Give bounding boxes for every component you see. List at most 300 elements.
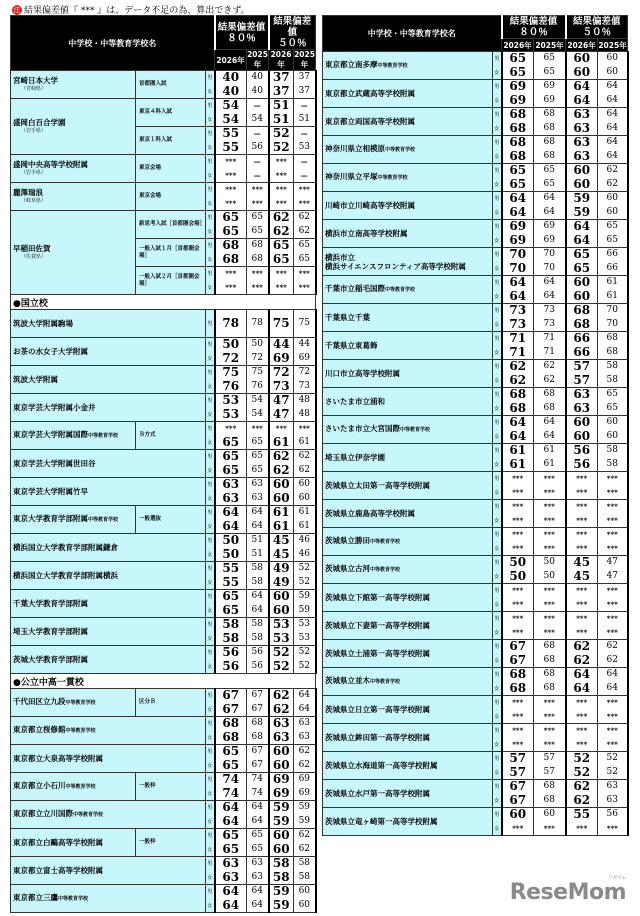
score-2025: 64 <box>247 899 269 913</box>
female-label: 女 <box>206 787 215 801</box>
school-type-suffix: 中等教育学校 <box>400 427 431 433</box>
score-2025: 64 <box>534 206 566 220</box>
score-2026: 64 <box>502 430 534 444</box>
school-name-text: 東京都立武蔵高等学校附属 <box>325 89 415 98</box>
school-name <box>323 584 493 612</box>
female-label: 女 <box>493 486 502 500</box>
score-2025: 64 <box>534 192 566 206</box>
score-2025: 67 <box>247 745 269 759</box>
male-label: 男 <box>206 71 215 85</box>
male-label: 男 <box>206 773 215 787</box>
score-2025: 59 <box>294 604 316 618</box>
score-2025: 64 <box>247 885 269 899</box>
score-2025: 54 <box>247 394 269 408</box>
score-2026: *** <box>566 500 598 514</box>
score-2025: 63 <box>247 871 269 885</box>
resemom-logo: リセマム ReseMom <box>509 875 626 905</box>
year-header: 2026年 <box>567 40 596 50</box>
score-2026: 60 <box>566 66 598 80</box>
school-name-text: さいたま市立浦和 <box>325 397 385 406</box>
score-2026: 65 <box>215 604 247 618</box>
school-name-text: 千代田区立九段 <box>13 697 66 706</box>
exam-type: 一般枠 <box>136 773 206 801</box>
school-name-text: 千葉市立稲毛国際 <box>325 284 385 293</box>
score-2026: *** <box>269 422 294 436</box>
score-2026: 68 <box>502 388 534 402</box>
score-2026: 60 <box>566 178 598 192</box>
score-2025: *** <box>247 197 269 211</box>
school-name <box>323 752 493 780</box>
prefecture-label: （岩手県） <box>21 127 47 134</box>
score-2025: 65 <box>294 239 316 253</box>
score-2026: 68 <box>502 108 534 122</box>
female-label: 女 <box>206 281 215 295</box>
female-label: 女 <box>493 66 502 80</box>
score-2025: 64 <box>247 604 269 618</box>
school-name-text: 東京都立南多摩 <box>325 60 378 69</box>
score-2026: 60 <box>269 843 294 857</box>
section-heading: ●国立校 <box>11 295 316 310</box>
table-row <box>323 52 628 66</box>
year-header: 2025年 <box>598 40 627 50</box>
score-2026: 65 <box>269 239 294 253</box>
score-2025: 65 <box>598 402 628 416</box>
female-label: 女 <box>206 871 215 885</box>
table-row <box>11 71 316 85</box>
table-row <box>323 752 628 766</box>
school-name-text: 茨城県立並木 <box>325 676 370 685</box>
score-2025: 58 <box>294 857 316 871</box>
score-2026: 62 <box>566 654 598 668</box>
school-name-text: 千葉県立千葉 <box>325 313 370 322</box>
school-type-suffix: 中等教育学校 <box>65 784 96 790</box>
table-row <box>11 422 316 436</box>
score-2026: 73 <box>502 304 534 318</box>
score-2025: *** <box>247 281 269 295</box>
score-2025: 65 <box>294 253 316 267</box>
male-label: 男 <box>493 556 502 570</box>
score-2026: 54 <box>215 99 247 113</box>
score-2025: 68 <box>534 388 566 402</box>
score-2025: 58 <box>598 374 628 388</box>
group-80-header: 結果偏差値 ８０％ <box>502 16 566 39</box>
score-2025: 64 <box>598 150 628 164</box>
male-label: 男 <box>206 366 215 380</box>
score-2026: 62 <box>566 780 598 794</box>
school-name <box>323 444 493 472</box>
school-name-text: 茨城県立太田第一高等学校附属 <box>325 481 430 490</box>
school-name-text: 茨城県立竜ヶ崎第一高等学校附属 <box>325 817 438 826</box>
female-label: 女 <box>206 436 215 450</box>
score-2026: 52 <box>269 646 294 660</box>
male-label: 男 <box>206 618 215 632</box>
male-label: 男 <box>206 422 215 436</box>
score-2026: 66 <box>566 346 598 360</box>
male-label: 男 <box>206 590 215 604</box>
score-2025: *** <box>598 584 628 598</box>
score-2026: *** <box>566 612 598 626</box>
score-2026: *** <box>502 598 534 612</box>
score-2025: — <box>247 127 269 141</box>
school-name-text: 東京都立桜修館 <box>13 725 66 734</box>
score-2026: 64 <box>566 668 598 682</box>
score-2026: *** <box>566 626 598 640</box>
female-label: 女 <box>206 352 215 366</box>
score-2026: 67 <box>215 703 247 717</box>
male-label: 男 <box>206 562 215 576</box>
score-2025: 56 <box>247 646 269 660</box>
score-2025: 61 <box>598 276 628 290</box>
score-2025: 63 <box>247 857 269 871</box>
table-row <box>323 584 628 598</box>
female-label: 女 <box>493 542 502 556</box>
score-2026: 63 <box>566 388 598 402</box>
score-2026: 62 <box>269 464 294 478</box>
score-2026: 62 <box>269 450 294 464</box>
school-name <box>11 773 136 801</box>
score-2025: *** <box>598 542 628 556</box>
score-2025: *** <box>247 267 269 281</box>
score-2026: 64 <box>502 206 534 220</box>
score-2025: 64 <box>247 520 269 534</box>
score-2026: 60 <box>566 290 598 304</box>
score-2026: *** <box>215 169 247 183</box>
male-label: 男 <box>206 155 215 169</box>
school-name <box>323 556 493 584</box>
score-2025: *** <box>294 267 316 281</box>
score-2025: *** <box>598 528 628 542</box>
female-label: 女 <box>493 710 502 724</box>
score-2026: *** <box>566 472 598 486</box>
school-name <box>11 99 136 155</box>
male-label: 男 <box>206 310 215 338</box>
school-name <box>11 422 136 450</box>
score-2025: 37 <box>294 71 316 85</box>
school-name-text: 埼玉県立伊奈学園 <box>325 453 385 462</box>
score-2025: *** <box>534 710 566 724</box>
score-2026: 56 <box>566 444 598 458</box>
left-score-table <box>10 15 317 913</box>
score-2025: *** <box>534 822 566 836</box>
score-2026: *** <box>502 612 534 626</box>
score-2025: 68 <box>534 402 566 416</box>
score-2025: 70 <box>534 248 566 262</box>
score-2026: 68 <box>215 731 247 745</box>
male-label: 男 <box>206 745 215 759</box>
score-2026: 69 <box>269 787 294 801</box>
table-row <box>323 164 628 178</box>
score-2025: 52 <box>294 576 316 590</box>
female-label: 女 <box>493 262 502 276</box>
table-row <box>323 808 628 822</box>
school-name <box>11 717 206 745</box>
score-2025: 58 <box>598 444 628 458</box>
score-2026: *** <box>269 155 294 169</box>
score-2025: 64 <box>534 430 566 444</box>
school-name-text: 横浜国立大学教育学部附属横浜 <box>13 571 118 580</box>
score-2025: 64 <box>598 80 628 94</box>
score-2025: 65 <box>247 464 269 478</box>
female-label: 女 <box>493 738 502 752</box>
score-2026: 53 <box>215 394 247 408</box>
table-row <box>323 724 628 738</box>
score-2026: 63 <box>215 871 247 885</box>
score-2026: *** <box>566 710 598 724</box>
school-name <box>11 590 206 618</box>
exam-type: 一般選抜 <box>136 506 206 534</box>
prefecture-label: （佐賀県） <box>21 253 47 260</box>
female-label: 女 <box>206 731 215 745</box>
score-2026: 58 <box>215 618 247 632</box>
score-2025: 64 <box>247 506 269 520</box>
score-2026: 40 <box>215 85 247 99</box>
school-name <box>11 689 136 717</box>
school-name <box>11 745 206 773</box>
score-2026: 60 <box>269 590 294 604</box>
score-2025: 64 <box>534 290 566 304</box>
score-2025: 69 <box>294 773 316 787</box>
male-label: 男 <box>493 780 502 794</box>
male-label: 男 <box>493 528 502 542</box>
score-2026: 65 <box>215 464 247 478</box>
school-name <box>323 304 493 332</box>
score-2025: 68 <box>598 346 628 360</box>
score-2025: 65 <box>247 436 269 450</box>
score-2026: 49 <box>269 576 294 590</box>
score-2026: 64 <box>502 290 534 304</box>
school-name <box>11 801 206 829</box>
score-2026: 65 <box>502 178 534 192</box>
table-row <box>11 590 316 604</box>
score-2026: 62 <box>502 374 534 388</box>
table-row <box>323 640 628 654</box>
female-label: 女 <box>206 380 215 394</box>
score-2026: 70 <box>502 248 534 262</box>
score-2025: 65 <box>534 164 566 178</box>
year-header: 2026年 <box>269 50 294 71</box>
score-2026: 62 <box>269 689 294 703</box>
score-2026: 59 <box>566 192 598 206</box>
score-2026: 60 <box>502 808 534 822</box>
table-row <box>323 388 628 402</box>
score-2025: *** <box>598 738 628 752</box>
female-label: 女 <box>206 703 215 717</box>
score-2026: 52 <box>269 660 294 674</box>
score-2026: 64 <box>566 80 598 94</box>
school-name-text: 茨城県立日立第一高等学校附属 <box>325 705 430 714</box>
score-2025: 50 <box>247 338 269 352</box>
group-50-header: 結果偏差値 ５０％ <box>566 16 628 39</box>
score-2026: 71 <box>502 332 534 346</box>
female-label: 女 <box>206 548 215 562</box>
score-2025: 68 <box>247 731 269 745</box>
score-2026: *** <box>269 267 294 281</box>
school-name <box>11 478 206 506</box>
score-2025: *** <box>598 724 628 738</box>
table-row <box>323 556 628 570</box>
score-2025: 62 <box>598 640 628 654</box>
score-2026: 68 <box>215 239 247 253</box>
male-label: 男 <box>206 99 215 113</box>
score-2025: 61 <box>294 436 316 450</box>
score-2026: *** <box>502 822 534 836</box>
school-name <box>323 360 493 388</box>
score-2026: *** <box>215 197 247 211</box>
score-2025: 68 <box>247 253 269 267</box>
school-name <box>11 394 206 422</box>
score-2026: 53 <box>269 632 294 646</box>
note-text: 結果偏差値『 *** 』は、データ不足の為、算出できず。 <box>24 6 250 16</box>
score-2026: *** <box>502 696 534 710</box>
male-label: 男 <box>493 444 502 458</box>
school-type-suffix: 中等教育学校 <box>58 896 89 902</box>
female-label: 女 <box>493 318 502 332</box>
score-2026: *** <box>215 267 247 281</box>
female-label: 女 <box>206 225 215 239</box>
score-2025: *** <box>598 626 628 640</box>
score-2026: *** <box>566 738 598 752</box>
score-2025: 61 <box>534 458 566 472</box>
score-2025: 54 <box>247 113 269 127</box>
female-label: 女 <box>206 843 215 857</box>
score-2025: 63 <box>247 492 269 506</box>
score-2026: 58 <box>215 632 247 646</box>
score-2026: 73 <box>269 380 294 394</box>
prefecture-label: （宮崎県） <box>21 85 47 92</box>
score-2026: 63 <box>269 717 294 731</box>
score-2026: *** <box>502 626 534 640</box>
score-2025: 60 <box>534 808 566 822</box>
score-2026: 68 <box>502 122 534 136</box>
score-2026: 50 <box>215 534 247 548</box>
table-row <box>323 332 628 346</box>
score-2025: — <box>247 169 269 183</box>
score-2026: *** <box>566 822 598 836</box>
score-2026: *** <box>502 486 534 500</box>
score-2026: 64 <box>215 506 247 520</box>
score-2026: 52 <box>269 141 294 155</box>
male-label: 男 <box>493 136 502 150</box>
score-2026: 64 <box>566 682 598 696</box>
school-name <box>323 80 493 108</box>
score-2025: 60 <box>598 416 628 430</box>
score-2025: 62 <box>598 654 628 668</box>
female-label: 女 <box>493 122 502 136</box>
score-2026: 37 <box>269 85 294 99</box>
school-name-text: 茨城県立水海道第一高等学校附属 <box>325 761 438 770</box>
school-name <box>323 164 493 192</box>
score-2026: 55 <box>566 808 598 822</box>
score-2026: 65 <box>215 829 247 843</box>
male-label: 男 <box>493 304 502 318</box>
score-2026: 65 <box>215 843 247 857</box>
female-label: 女 <box>206 492 215 506</box>
female-label: 女 <box>206 520 215 534</box>
score-2025: 64 <box>534 276 566 290</box>
female-label: 女 <box>206 815 215 829</box>
male-label: 男 <box>206 801 215 815</box>
school-name <box>323 388 493 416</box>
female-label: 女 <box>493 206 502 220</box>
male-label: 男 <box>206 885 215 899</box>
score-2026: 57 <box>566 360 598 374</box>
male-label: 男 <box>493 696 502 710</box>
female-label: 女 <box>493 94 502 108</box>
score-2025: 60 <box>598 66 628 80</box>
school-type-suffix: 中等教育学校 <box>65 700 96 706</box>
score-2025: *** <box>294 197 316 211</box>
exam-type: 東京４科入試 <box>136 99 206 127</box>
male-label: 男 <box>206 183 215 197</box>
score-2026: 64 <box>566 94 598 108</box>
score-2025: 65 <box>247 843 269 857</box>
score-2026: 64 <box>566 220 598 234</box>
score-2026: 65 <box>215 436 247 450</box>
school-type-suffix: 中等教育学校 <box>370 539 401 545</box>
score-2026: 49 <box>269 562 294 576</box>
score-2025: *** <box>534 738 566 752</box>
table-row <box>11 646 316 660</box>
female-label: 女 <box>206 169 215 183</box>
exam-type: 一般入試１月［首都圏会場］ <box>136 239 206 267</box>
exam-type: 一般枠 <box>136 829 206 857</box>
school-name <box>11 562 206 590</box>
score-2026: 73 <box>502 318 534 332</box>
score-2025: 61 <box>294 506 316 520</box>
score-2025: 65 <box>534 178 566 192</box>
school-name <box>11 71 136 99</box>
score-2025: *** <box>534 514 566 528</box>
school-name-text: 茨城県立水戸第一高等学校附属 <box>325 789 430 798</box>
score-2025: 65 <box>247 829 269 843</box>
score-2025: 61 <box>598 290 628 304</box>
score-2026: 51 <box>269 113 294 127</box>
score-2026: *** <box>502 500 534 514</box>
score-2025: 73 <box>534 318 566 332</box>
score-2025: 58 <box>294 871 316 885</box>
school-type-suffix: 中等教育学校 <box>88 517 119 523</box>
score-2025: 52 <box>294 646 316 660</box>
table-row <box>323 220 628 234</box>
score-2025: 65 <box>534 52 566 66</box>
score-2025: 54 <box>247 408 269 422</box>
score-2025: 62 <box>534 374 566 388</box>
school-name-text: 麗澤瑞浪 <box>13 187 43 197</box>
school-name-header: 中学校・中等教育学校名 <box>11 16 215 71</box>
table-row <box>323 276 628 290</box>
score-2025: 44 <box>294 338 316 352</box>
male-label: 男 <box>206 127 215 141</box>
score-2026: 64 <box>215 885 247 899</box>
school-name <box>323 220 493 248</box>
score-2026: 65 <box>215 745 247 759</box>
score-2025: 68 <box>534 654 566 668</box>
group-80-header: 結果偏差値 ８０％ <box>215 16 269 50</box>
female-label: 女 <box>206 632 215 646</box>
score-2025: *** <box>534 472 566 486</box>
table-row <box>323 80 628 94</box>
score-2026: 53 <box>215 408 247 422</box>
school-name-text: 東京都立富士高等学校附属 <box>13 866 103 875</box>
table-row <box>323 444 628 458</box>
score-2025: 53 <box>294 618 316 632</box>
score-2026: 60 <box>269 478 294 492</box>
score-2026: 52 <box>269 127 294 141</box>
score-2025: 68 <box>534 136 566 150</box>
score-2025: *** <box>534 584 566 598</box>
male-label: 男 <box>493 584 502 598</box>
score-2025: *** <box>534 598 566 612</box>
